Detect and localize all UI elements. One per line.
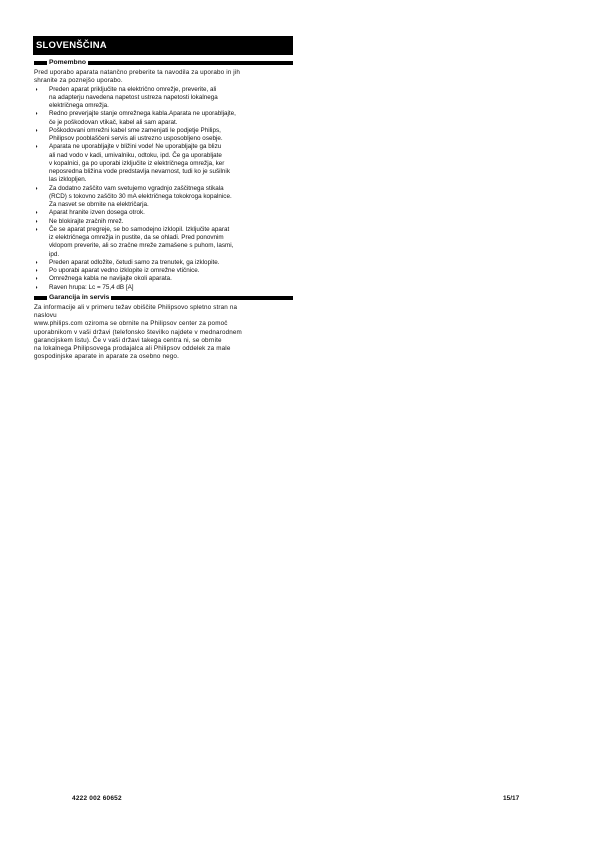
bullet-text: Če se aparat pregreje, se bo samodejno izklopil. Izključite aparat iz električnega omrežja in pustite, da se ohladi. Pred ponovnim vklopom preverite, ali so zračne mreže zamašene s puhom, lasmi, ipd. — [49, 225, 234, 258]
bullet-text: Preden aparat odložite, četudi samo za trenutek, ga izklopite. — [49, 258, 220, 266]
heading-rule-lead — [34, 296, 47, 300]
bullet-marker-icon: ◗ — [35, 268, 39, 274]
bullet-marker-icon: ◗ — [35, 259, 39, 266]
bullet-text: Omrežnega kabla ne navijajte okoli aparata. — [49, 275, 172, 283]
bullet-marker-icon: ◗ — [35, 284, 39, 291]
bullet-item — [34, 110, 293, 127]
bullet-item — [34, 143, 293, 184]
bullet-item — [34, 86, 293, 111]
bullet-marker-icon: ◗ — [35, 144, 39, 151]
bullet-text: Aparata ne uporabljajte v bližini vode! Ne uporabljajte ga blizu ali nad vodo v kadi, umivalniku, odtoku, ipd. Če ga uporabljate v kopalnici, ga po uporabi izključite iz električnega omrežja, ker neposredna bližina vode predstavlja nevarnost, tudi ko je sušilnik las izklopljen. — [49, 143, 230, 184]
bullet-item — [34, 209, 293, 217]
bullet-item — [34, 284, 293, 292]
bullet-text: Ne blokirajte zračnih mrež. — [49, 217, 124, 225]
heading-rule — [111, 296, 293, 300]
bullet-marker-icon: ◗ — [35, 185, 39, 192]
bullet-marker-icon: ◗ — [35, 86, 39, 93]
bullet-item — [34, 185, 293, 210]
section-heading-warranty — [34, 293, 293, 303]
bullet-marker-icon: ◗ — [35, 210, 39, 217]
section-heading-text: Pomembno — [49, 59, 87, 66]
bullet-text: Poškodovani omrežni kabel sme zamenjati le podjetje Philips, Philipsov pooblaščeni servis ali ustrezno usposobljeno osebje. — [49, 126, 223, 142]
bullet-marker-icon: ◗ — [35, 127, 39, 134]
warranty-paragraph: Za informacije ali v primeru težav obiščite Philipsovo spletno stran na naslovu www.philips.com oziroma se obrnite na Philipsov center za pomoč uporabnikom v vaši državi (telefonsko številko najdete v mednarodnem garancijskem listu). Če v vaši državi takega centra ni, se obrnite na lokalnega Philipsovega prodajalca ali Philipsov oddelek za male gospodinjske aparate in aparate za osebno nego. — [34, 303, 242, 361]
section-heading-text: Garancija in servis — [49, 293, 110, 301]
document-code: 4222 002 60652 — [72, 795, 122, 802]
bullet-item — [34, 267, 293, 275]
bullet-marker-icon: ◗ — [35, 226, 39, 233]
bullet-item — [34, 259, 293, 267]
bullet-item — [34, 275, 293, 283]
bullet-marker-icon: ◗ — [35, 111, 39, 118]
language-title: SLOVENŠČINA — [33, 36, 293, 55]
bullet-text: Za dodatno zaščito vam svetujemo vgradnjo zaščitnega stikala (RCD) s tokovno zaščito 30 mA električnega tokokroga kopalnice. Za nasvet se obrnite na električarja. — [49, 184, 232, 208]
page-number: 15/17 — [503, 795, 520, 802]
bullet-text: Preden aparat priključite na električno omrežje, preverite, ali na adapterju navedena napetost ustreza napetosti lokalnega električnega omrežja. — [49, 85, 218, 109]
important-bullet-list — [34, 86, 293, 292]
bullet-text: Raven hrupa: Lc = 75,4 dB [A] — [49, 283, 134, 291]
intro-paragraph: Pred uporabo aparata natančno preberite ta navodila za uporabo in jih shranite za poznejšo uporabo. — [34, 69, 241, 85]
bullet-marker-icon: ◗ — [35, 276, 39, 283]
bullet-text: Redno preverjajte stanje omrežnega kabla.Aparata ne uporabljajte, če je poškodovan vtikač, kabel ali sam aparat. — [49, 110, 236, 126]
content-column — [34, 58, 293, 362]
section-heading-important — [34, 58, 293, 68]
bullet-marker-icon: ◗ — [35, 218, 39, 225]
bullet-text: Aparat hranite izven dosega otrok. — [49, 209, 145, 217]
bullet-item — [34, 226, 293, 259]
heading-rule-lead — [34, 61, 47, 65]
bullet-text: Po uporabi aparat vedno izklopite iz omrežne vtičnice. — [49, 267, 200, 274]
heading-rule — [88, 61, 293, 65]
bullet-item — [34, 127, 293, 144]
bullet-item — [34, 218, 293, 226]
